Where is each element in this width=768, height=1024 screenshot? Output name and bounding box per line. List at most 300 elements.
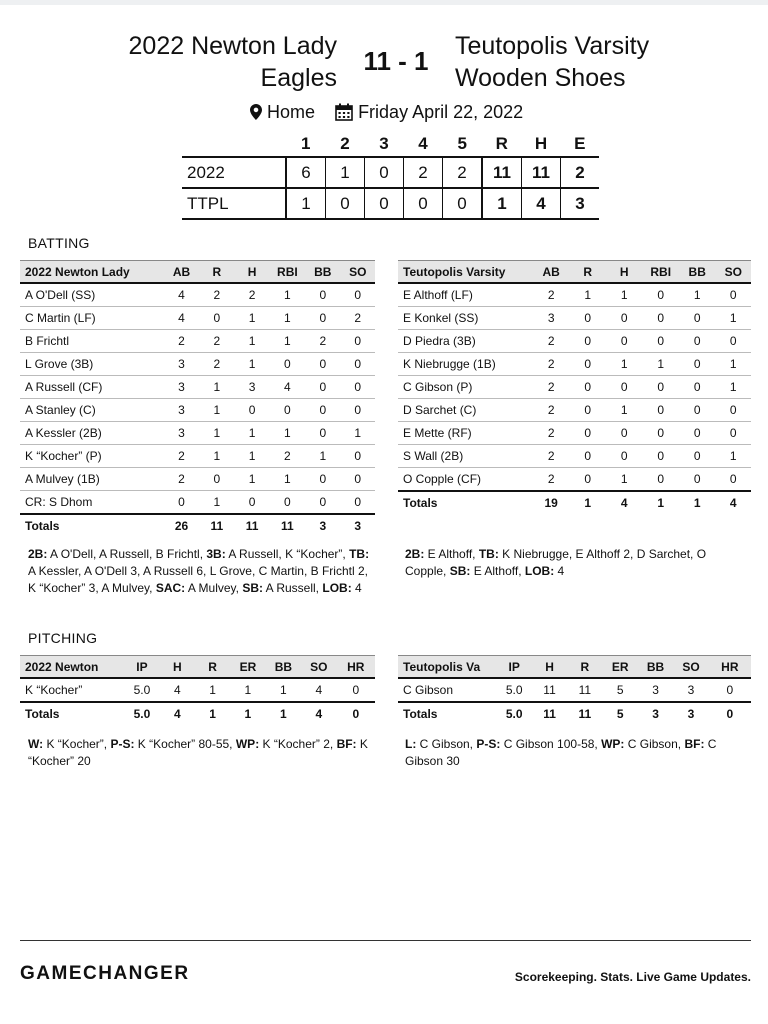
stat-column-header: RBI (270, 261, 305, 284)
inning-score: 0 (365, 157, 404, 188)
player-name: C Gibson (398, 678, 496, 702)
stat-value: 1 (270, 422, 305, 445)
inning-score: 0 (365, 188, 404, 219)
player-name: K “Kocher” (P) (20, 445, 164, 468)
stat-value: 0 (305, 468, 340, 491)
player-name: E Althoff (LF) (398, 283, 533, 307)
inning-score: 1 (326, 157, 365, 188)
stat-value: 2 (199, 283, 234, 307)
totals-row (398, 702, 751, 725)
note-text: E Althoff, (424, 547, 479, 561)
stat-value: 0 (270, 399, 305, 422)
player-name: D Piedra (3B) (398, 330, 533, 353)
player-row (20, 353, 375, 376)
player-name: CR: S Dhom (20, 491, 164, 515)
note-label: TB: (349, 547, 370, 561)
total-value: 11 (567, 702, 602, 725)
stat-value: 0 (234, 399, 269, 422)
stat-value: 3 (164, 399, 199, 422)
home-pitching-notes (28, 736, 373, 770)
runs-total: 1 (482, 188, 522, 219)
stat-value: 1 (234, 330, 269, 353)
note-text: K “Kocher” 80-55, (134, 737, 236, 751)
inning-score: 6 (286, 157, 326, 188)
stat-value: 0 (709, 678, 751, 702)
stat-value: 0 (679, 399, 716, 422)
stat-column-header: SO (341, 261, 376, 284)
note-label: 3B: (206, 547, 226, 561)
stat-value: 2 (305, 330, 340, 353)
stat-value: 1 (230, 678, 265, 702)
player-row (20, 330, 375, 353)
stat-value: 4 (301, 678, 336, 702)
team-abbrev: 2022 (182, 157, 286, 188)
note-label: SB: (242, 581, 263, 595)
stat-column-header: R (569, 261, 606, 284)
stat-value: 0 (569, 468, 606, 492)
stat-value: 0 (305, 422, 340, 445)
stat-value: 2 (164, 445, 199, 468)
stat-value: 1 (199, 376, 234, 399)
away-batting-notes (405, 546, 747, 580)
inning-score: 0 (404, 188, 443, 219)
stat-value: 0 (341, 491, 376, 515)
stat-value: 0 (569, 353, 606, 376)
stat-value: 0 (679, 307, 716, 330)
stat-value: 1 (199, 445, 234, 468)
stat-value: 5.0 (124, 678, 159, 702)
total-value: 1 (642, 491, 679, 514)
note-text: E Althoff, (470, 564, 525, 578)
note-text: C Gibson, (416, 737, 477, 751)
date-label: Friday April 22, 2022 (358, 101, 524, 122)
stat-value: 0 (569, 307, 606, 330)
stat-value: 0 (606, 376, 643, 399)
stat-value: 1 (715, 353, 751, 376)
stats-header-row (20, 261, 375, 284)
stat-value: 0 (715, 422, 751, 445)
stat-value: 0 (642, 330, 679, 353)
total-value: 26 (164, 514, 199, 537)
stat-value: 0 (305, 283, 340, 307)
stat-value: 0 (341, 445, 376, 468)
team-column-header: 2022 Newton (20, 656, 124, 679)
player-row (20, 399, 375, 422)
stat-value: 0 (642, 399, 679, 422)
player-row (20, 491, 375, 515)
player-name: C Martin (LF) (20, 307, 164, 330)
totals-row (398, 491, 751, 514)
stat-value: 5 (602, 678, 637, 702)
total-value: 3 (673, 702, 708, 725)
inning-header: 3 (379, 134, 389, 153)
inning-score: 1 (286, 188, 326, 219)
total-value: 1 (569, 491, 606, 514)
player-name: K Niebrugge (1B) (398, 353, 533, 376)
stat-value: 1 (234, 468, 269, 491)
player-name: A Stanley (C) (20, 399, 164, 422)
total-value: 4 (715, 491, 751, 514)
stat-value: 0 (679, 422, 716, 445)
note-label: SAC: (155, 581, 186, 595)
note-text: A Russell, K “Kocher”, (225, 547, 350, 561)
map-pin-icon (250, 104, 262, 120)
stat-value: 0 (679, 445, 716, 468)
stat-value: 0 (569, 445, 606, 468)
player-row (20, 678, 375, 702)
inning-score: 2 (404, 157, 443, 188)
note-text: 4 (554, 564, 565, 578)
stat-value: 2 (164, 330, 199, 353)
stat-value: 0 (606, 422, 643, 445)
stat-value: 2 (533, 399, 570, 422)
stat-value: 4 (164, 283, 199, 307)
inning-header: 5 (457, 134, 467, 153)
stat-value: 2 (533, 422, 570, 445)
hits-total: 4 (522, 188, 561, 219)
inning-score: 0 (326, 188, 365, 219)
stats-header-row (20, 656, 375, 679)
stat-value: 0 (642, 307, 679, 330)
stat-value: 11 (532, 678, 567, 702)
stat-value: 3 (673, 678, 708, 702)
stat-value: 0 (305, 353, 340, 376)
stat-value: 1 (569, 283, 606, 307)
stat-value: 0 (234, 491, 269, 515)
hits-header: H (534, 134, 548, 153)
note-text: K “Kocher” 20 (28, 737, 368, 768)
stat-value: 0 (164, 491, 199, 515)
totals-label: Totals (20, 514, 164, 537)
player-name: E Mette (RF) (398, 422, 533, 445)
stat-column-header: HR (709, 656, 751, 679)
stat-column-header: IP (496, 656, 531, 679)
errors-total: 3 (561, 188, 600, 219)
top-divider (0, 0, 768, 5)
note-label: P-S: (476, 737, 501, 751)
total-value: 1 (266, 702, 301, 725)
total-value: 1 (679, 491, 716, 514)
stat-value: 0 (305, 376, 340, 399)
away-pitching-notes (405, 736, 750, 770)
totals-row (20, 514, 375, 537)
player-row (20, 445, 375, 468)
stat-value: 2 (533, 445, 570, 468)
stat-column-header: SO (673, 656, 708, 679)
stat-value: 0 (341, 376, 376, 399)
line-score-row-home (182, 157, 599, 188)
note-text: K Niebrugge, E Althoff 2, D Sarchet, O Copple, (405, 547, 707, 578)
stat-value: 11 (567, 678, 602, 702)
stat-value: 1 (199, 399, 234, 422)
stat-column-header: IP (124, 656, 159, 679)
note-text: A Mulvey, (185, 581, 243, 595)
final-score: 11 - 1 (363, 46, 429, 76)
inning-header: 2 (340, 134, 350, 153)
player-row (20, 307, 375, 330)
stat-value: 4 (270, 376, 305, 399)
stat-value: 0 (341, 283, 376, 307)
game-header (0, 30, 768, 94)
stat-value: 2 (199, 353, 234, 376)
stat-value: 0 (715, 330, 751, 353)
stat-value: 0 (305, 399, 340, 422)
total-value: 3 (305, 514, 340, 537)
stat-value: 1 (642, 353, 679, 376)
stat-value: 0 (270, 491, 305, 515)
stat-value: 2 (199, 330, 234, 353)
player-name: O Copple (CF) (398, 468, 533, 492)
line-score-header (182, 132, 599, 157)
player-row (398, 468, 751, 492)
stat-column-header: BB (266, 656, 301, 679)
stat-column-header: SO (715, 261, 751, 284)
stat-value: 1 (270, 283, 305, 307)
note-text: A O'Dell, A Russell, B Frichtl, (47, 547, 207, 561)
stat-value: 0 (270, 353, 305, 376)
stat-value: 0 (679, 468, 716, 492)
stat-value: 1 (234, 307, 269, 330)
player-name: A Kessler (2B) (20, 422, 164, 445)
footer-tagline: Scorekeeping. Stats. Live Game Updates. (514, 970, 751, 984)
stat-value: 3 (164, 353, 199, 376)
stat-value: 0 (341, 330, 376, 353)
note-label: LOB: (524, 564, 555, 578)
stat-value: 1 (199, 422, 234, 445)
note-label: LOB: (322, 581, 352, 595)
stat-value: 1 (715, 307, 751, 330)
stat-value: 1 (270, 307, 305, 330)
stat-value: 0 (199, 307, 234, 330)
stat-value: 3 (164, 376, 199, 399)
errors-total: 2 (561, 157, 600, 188)
total-value: 11 (234, 514, 269, 537)
stat-value: 2 (533, 353, 570, 376)
stat-value: 4 (164, 307, 199, 330)
stat-value: 1 (606, 283, 643, 307)
stat-column-header: H (234, 261, 269, 284)
stat-value: 0 (606, 330, 643, 353)
stat-value: 0 (642, 445, 679, 468)
stat-value: 2 (341, 307, 376, 330)
player-name: A Russell (CF) (20, 376, 164, 399)
stats-header-row (398, 656, 751, 679)
stat-value: 0 (569, 399, 606, 422)
player-row (398, 353, 751, 376)
player-row (20, 468, 375, 491)
note-text: K “Kocher”, (43, 737, 111, 751)
stat-value: 4 (160, 678, 195, 702)
player-row (398, 422, 751, 445)
note-text: C Gibson 100-58, (500, 737, 602, 751)
stat-column-header: HR (337, 656, 375, 679)
player-row (398, 399, 751, 422)
total-value: 0 (337, 702, 375, 725)
stat-value: 0 (341, 353, 376, 376)
stat-value: 0 (679, 353, 716, 376)
stat-value: 1 (606, 468, 643, 492)
stat-column-header: BB (305, 261, 340, 284)
stat-value: 1 (270, 468, 305, 491)
footer-divider (20, 940, 751, 941)
note-label: WP: (601, 737, 625, 751)
stat-column-header: ER (230, 656, 265, 679)
stat-value: 1 (195, 678, 230, 702)
away-pitching-table (398, 655, 751, 725)
player-row (398, 330, 751, 353)
player-row (398, 445, 751, 468)
stat-value: 0 (715, 283, 751, 307)
totals-label: Totals (20, 702, 124, 725)
pitching-section-title: PITCHING (28, 630, 98, 646)
stat-value: 3 (234, 376, 269, 399)
stat-value: 0 (642, 468, 679, 492)
stat-value: 0 (305, 491, 340, 515)
player-name: E Konkel (SS) (398, 307, 533, 330)
stat-value: 1 (341, 422, 376, 445)
inning-score: 2 (443, 157, 483, 188)
stat-column-header: BB (679, 261, 716, 284)
stat-value: 0 (569, 422, 606, 445)
batting-section-title: BATTING (28, 235, 90, 251)
stat-column-header: SO (301, 656, 336, 679)
stat-value: 2 (533, 330, 570, 353)
calendar-icon (335, 103, 353, 121)
away-team-name: Teutopolis Varsity Wooden Shoes (455, 32, 650, 92)
total-value: 5.0 (124, 702, 159, 725)
stat-value: 1 (199, 491, 234, 515)
stat-value: 1 (715, 445, 751, 468)
home-team-name: 2022 Newton Lady Eagles (128, 32, 337, 92)
hits-total: 11 (522, 157, 561, 188)
location-label: Home (267, 101, 316, 122)
stat-value: 0 (679, 330, 716, 353)
stat-value: 0 (569, 330, 606, 353)
note-label: TB: (478, 547, 499, 561)
stat-value: 0 (715, 399, 751, 422)
player-name: A O'Dell (SS) (20, 283, 164, 307)
player-row (398, 376, 751, 399)
note-label: 2B: (28, 547, 48, 561)
stat-column-header: H (606, 261, 643, 284)
stat-value: 1 (305, 445, 340, 468)
total-value: 4 (606, 491, 643, 514)
total-value: 11 (199, 514, 234, 537)
total-value: 5 (602, 702, 637, 725)
gamechanger-logo: GAMECHANGER (20, 963, 190, 984)
stat-value: 2 (533, 468, 570, 492)
player-row (398, 307, 751, 330)
stat-value: 1 (234, 353, 269, 376)
totals-row (20, 702, 375, 725)
player-name: S Wall (2B) (398, 445, 533, 468)
stat-value: 0 (642, 376, 679, 399)
stat-value: 0 (679, 376, 716, 399)
player-row (20, 376, 375, 399)
stat-value: 2 (533, 283, 570, 307)
player-name: C Gibson (P) (398, 376, 533, 399)
errors-header: E (574, 134, 586, 153)
stat-column-header: ER (602, 656, 637, 679)
total-value: 1 (230, 702, 265, 725)
note-text: K “Kocher” 2, (259, 737, 337, 751)
stat-column-header: R (195, 656, 230, 679)
stat-value: 2 (270, 445, 305, 468)
stat-value: 0 (642, 283, 679, 307)
player-row (20, 283, 375, 307)
stat-value: 1 (715, 376, 751, 399)
stat-value: 5.0 (496, 678, 531, 702)
line-score-table (182, 132, 599, 220)
team-abbrev: TTPL (182, 188, 286, 219)
stat-value: 1 (266, 678, 301, 702)
stat-value: 1 (679, 283, 716, 307)
note-label: WP: (235, 737, 260, 751)
stat-column-header: R (199, 261, 234, 284)
totals-label: Totals (398, 491, 533, 514)
home-pitching-table (20, 655, 375, 725)
player-name: D Sarchet (C) (398, 399, 533, 422)
stat-value: 0 (341, 399, 376, 422)
total-value: 3 (638, 702, 673, 725)
player-name: L Grove (3B) (20, 353, 164, 376)
inning-score: 0 (443, 188, 483, 219)
total-value: 11 (270, 514, 305, 537)
stat-value: 2 (234, 283, 269, 307)
inning-header: 1 (301, 134, 311, 153)
stat-value: 1 (270, 330, 305, 353)
stat-value: 1 (234, 422, 269, 445)
note-text: A Russell, (262, 581, 323, 595)
totals-label: Totals (398, 702, 496, 725)
stat-column-header: AB (164, 261, 199, 284)
stat-value: 0 (199, 468, 234, 491)
note-label: BF: (336, 737, 357, 751)
note-label: BF: (684, 737, 705, 751)
stat-value: 2 (533, 376, 570, 399)
stat-column-header: H (160, 656, 195, 679)
stat-value: 0 (305, 307, 340, 330)
stat-column-header: BB (638, 656, 673, 679)
note-text: C Gibson 30 (405, 737, 717, 768)
stat-value: 3 (638, 678, 673, 702)
note-label: P-S: (110, 737, 135, 751)
team-column-header: 2022 Newton Lady (20, 261, 164, 284)
team-column-header: Teutopolis Varsity (398, 261, 533, 284)
stat-value: 0 (606, 307, 643, 330)
note-label: L: (405, 737, 417, 751)
note-label: 2B: (405, 547, 425, 561)
stat-column-header: RBI (642, 261, 679, 284)
line-score-row-away (182, 188, 599, 219)
home-batting-table (20, 260, 375, 537)
game-meta (250, 101, 523, 123)
stat-value: 0 (341, 468, 376, 491)
stat-value: 1 (234, 445, 269, 468)
note-label: SB: (449, 564, 471, 578)
stat-value: 0 (569, 376, 606, 399)
stat-value: 0 (337, 678, 375, 702)
player-row (20, 422, 375, 445)
player-row (398, 283, 751, 307)
note-text: A Kessler, A O'Dell 3, A Russell 6, L Grove, C Martin, B Frichtl 2, K “Kocher” 3, A Mulvey, (28, 564, 368, 595)
stat-column-header: AB (533, 261, 570, 284)
runs-total: 11 (482, 157, 522, 188)
player-row (398, 678, 751, 702)
stat-value: 2 (164, 468, 199, 491)
total-value: 19 (533, 491, 570, 514)
inning-header: 4 (418, 134, 428, 153)
